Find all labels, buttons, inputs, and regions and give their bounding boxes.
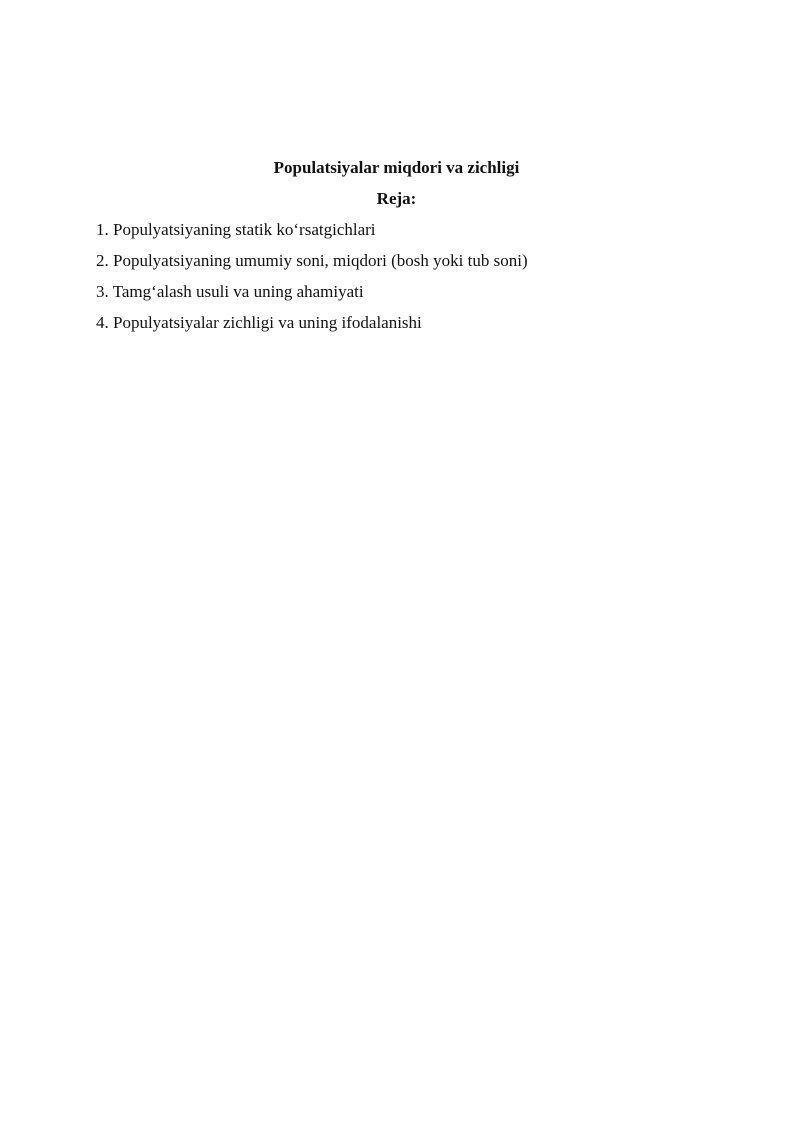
plan-item: 3. Tamg‘alash usuli va uning ahamiyati [96, 282, 364, 301]
plan-item: 2. Populyatsiyaning umumiy soni, miqdori (bosh yoki tub soni) [96, 251, 528, 270]
plan-item: 1. Populyatsiyaning statik ko‘rsatgichlari [96, 220, 376, 239]
plan-item: 4. Populyatsiyalar zichligi va uning ifodalanishi [96, 313, 422, 332]
plan-list [96, 218, 736, 342]
document-title: Populatsiyalar miqdori va zichligi [273, 158, 520, 177]
plan-heading: Reja: [376, 189, 417, 208]
